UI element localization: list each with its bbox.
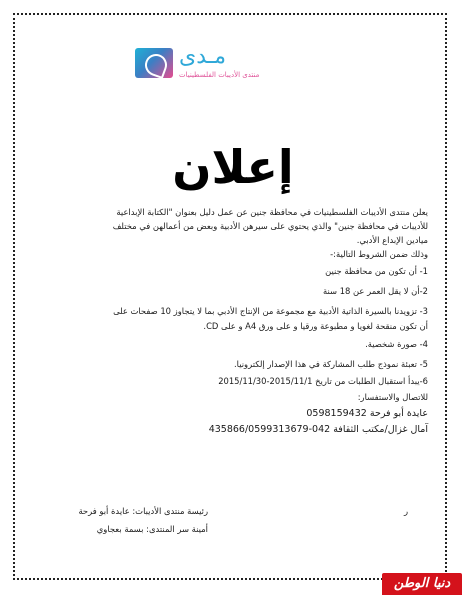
pen-logo-icon bbox=[135, 48, 173, 78]
announcement-body bbox=[28, 205, 428, 438]
condition-item: أن تكون منقحة لغويا و مطبوعة ورقيا و على ورق A4 و على CD. bbox=[203, 321, 428, 331]
intro-line: ميادين الإبداع الأدبي. bbox=[356, 235, 428, 245]
condition-item: 6-يبدأ استقبال الطلبات من تاريخ 2015/11/1-2015/11/30 bbox=[218, 376, 428, 386]
forum-logo bbox=[135, 44, 260, 84]
signature-names bbox=[28, 502, 208, 538]
page-title: إعلان bbox=[172, 140, 294, 194]
logo-word: مـدى bbox=[179, 44, 226, 69]
president-name: رئيسة منتدى الأديبات: عايدة أبو فرحة bbox=[78, 506, 208, 516]
intro-line: وذلك ضمن الشروط التالية:- bbox=[330, 249, 428, 259]
contact-line: آمال غزال/مكتب الثقافة 042-435866/0599313679 bbox=[208, 424, 428, 435]
secretary-name: أمينة سر المنتدى: بسمة بعجاوي bbox=[96, 524, 208, 534]
site-watermark: دنيا الوطن bbox=[382, 573, 462, 595]
condition-item: 2-أن لا يقل العمر عن 18 سنة bbox=[323, 286, 428, 296]
intro-line: يعلن منتدى الأديبات الفلسطينيات في محافظة جنين عن عمل دليل بعنوان "الكتابة الإبداعية bbox=[116, 207, 428, 217]
contact-heading: للاتصال والاستفسار: bbox=[357, 392, 428, 402]
condition-item: 3- تزويدنا بالسيرة الذاتية الأدبية مع مجموعة من الإنتاج الأدبي بما لا يتجاوز 10 صفحات على bbox=[113, 306, 428, 316]
contact-line: عايدة أبو فرحة 0598159432 bbox=[306, 408, 428, 419]
intro-line: للأديبات في محافظة جنين" والذي يحتوي على سيرهن الأدبية وبعض من أعمالهن في مختلف bbox=[112, 221, 428, 231]
condition-item: 1- أن تكون من محافظة جنين bbox=[325, 266, 428, 276]
condition-item: 5- تعبئة نموذج طلب المشاركة في هذا الإصدار إلكترونيا. bbox=[233, 359, 428, 369]
condition-item: 4- صورة شخصية. bbox=[365, 339, 428, 349]
logo-subtitle: منتدى الأديبات الفلسطينيات bbox=[179, 71, 260, 79]
signature-mark: ر bbox=[403, 506, 408, 516]
